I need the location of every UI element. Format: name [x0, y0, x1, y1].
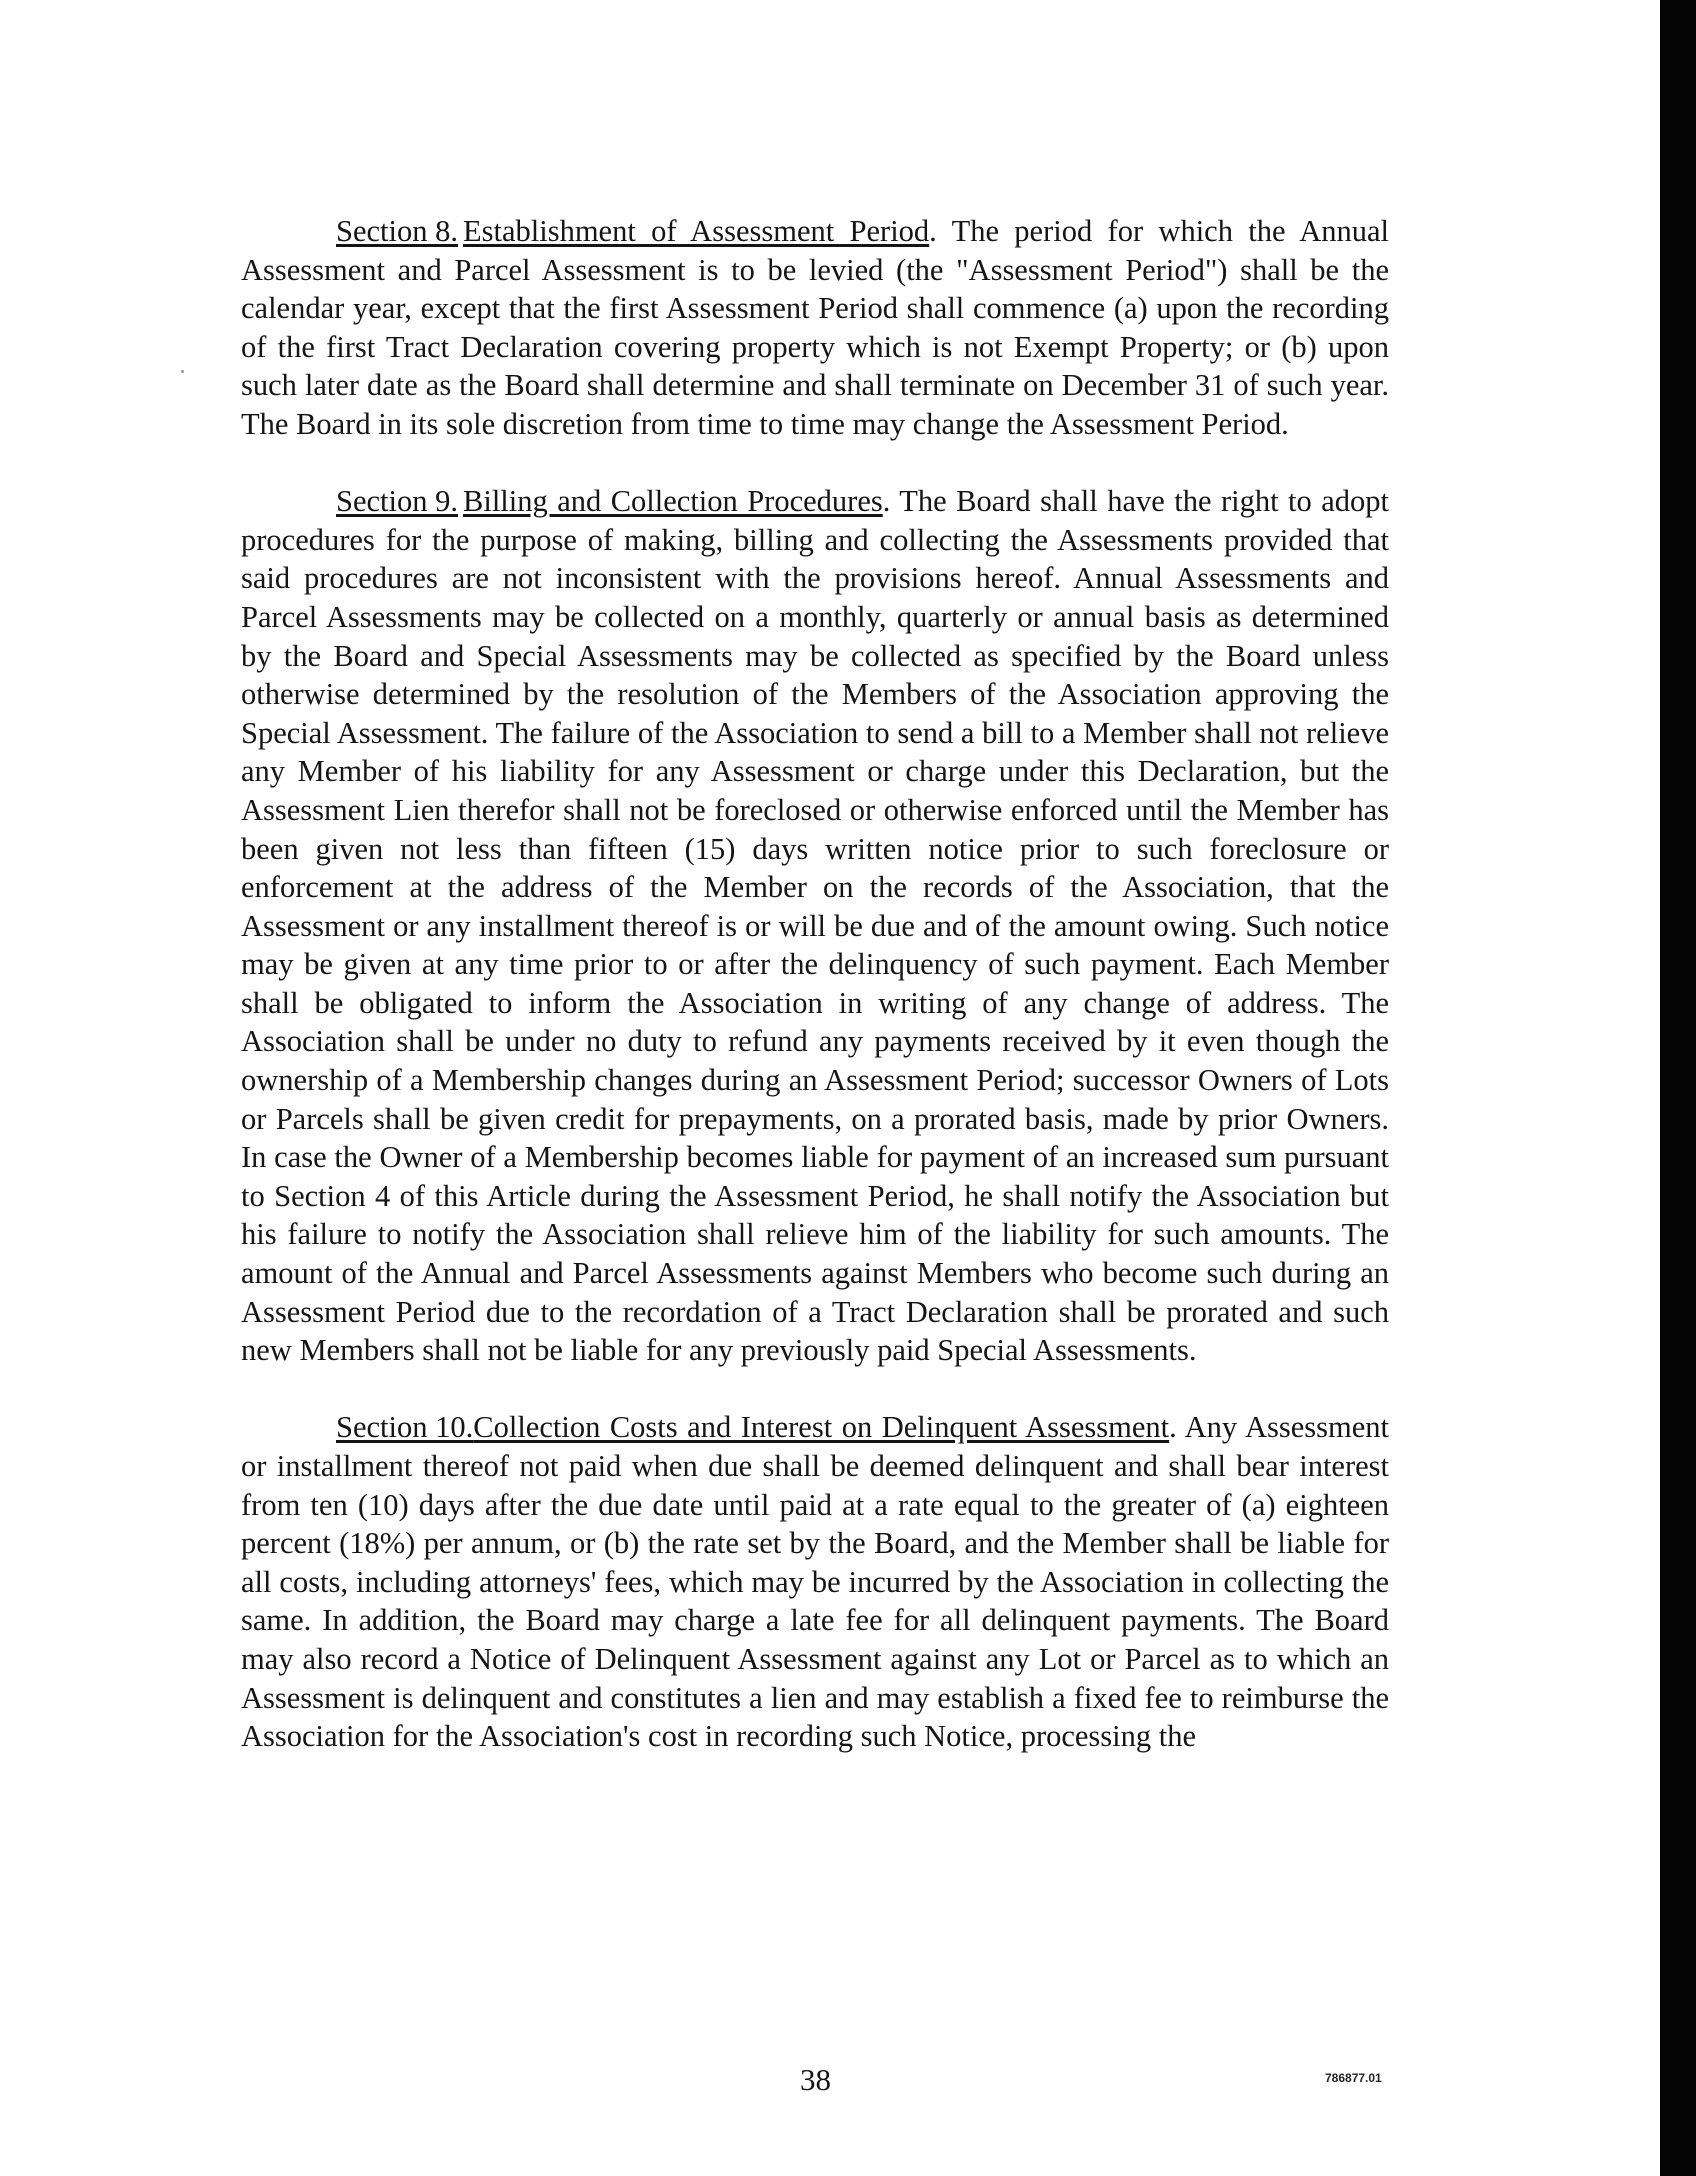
scan-artifact-dot	[181, 370, 184, 373]
scan-edge-black-border	[1660, 0, 1696, 2176]
section-8-paragraph	[241, 212, 1389, 444]
section-9-body: . The Board shall have the right to adopt procedures for the purpose of making, billing and collecting the Assessments provided that said procedures are not inconsistent with the provisions hereof. Annual Assessments and Parcel Assessments may be collected on a monthly, quarterly or annual basis as determined by the Board and Special Assessments may be collected as specified by the Board unless otherwise determined by the resolution of the Members of the Association approving the Special Assessment. The failure of the Association to send a bill to a Member shall not relieve any Member of his liability for any Assessment or charge under this Declaration, but the Assessment Lien therefor shall not be foreclosed or otherwise enforced until the Member has been given not less than fifteen (15) days written notice prior to such foreclosure or enforcement at the address of the Member on the records of the Association, that the Assessment or any installment thereof is or will be due and of the amount owing. Such notice may be given at any time prior to or after the delinquency of such payment. Each Member shall be obligated to inform the Association in writing of any change of address. The Association shall be under no duty to refund any payments received by it even though the ownership of a Membership changes during an Assessment Period; successor Owners of Lots or Parcels shall be given credit for prepayments, on a prorated basis, made by prior Owners. In case the Owner of a Membership becomes liable for payment of an increased sum pursuant to Section 4 of this Article during the Assessment Period, he shall notify the Association but his failure to notify the Association shall relieve him of the liability for such amounts. The amount of the Annual and Parcel Assessments against Members who become such during an Assessment Period due to the recordation of a Tract Declaration shall be prorated and such new Members shall not be liable for any previously paid Special Assessments.	[241, 484, 1389, 1368]
section-9-number: Section 9.	[336, 484, 458, 519]
section-10	[241, 1408, 1389, 1755]
section-8-body: . The period for which the Annual Assessment and Parcel Assessment is to be levied (the "Assessment Period") shall be the calendar year, except that the first Assessment Period shall commence (a) upon the recording of the first Tract Declaration covering property which is not Exempt Property; or (b) upon such later date as the Board shall determine and shall terminate on December 31 of such year. The Board in its sole discretion from time to time may change the Assessment Period.	[241, 214, 1389, 441]
section-8	[241, 212, 1389, 444]
section-9-paragraph	[241, 482, 1389, 1370]
section-9-title: Billing and Collection Procedures	[463, 484, 883, 519]
page-number: 38	[800, 2062, 831, 2097]
section-9	[241, 482, 1389, 1370]
section-8-number: Section 8.	[336, 214, 458, 248]
section-8-title: Establishment of Assessment Period	[463, 214, 930, 248]
document-body	[241, 212, 1389, 1794]
section-10-paragraph	[241, 1408, 1389, 1755]
document-id: 786877.01	[1325, 2071, 1382, 2085]
section-10-number: Section 10.	[336, 1410, 474, 1445]
section-10-body: . Any Assessment or installment thereof not paid when due shall be deemed delinquent and shall bear interest from ten (10) days after the due date until paid at a rate equal to the greater of (a) eighteen percent (18%) per annum, or (b) the rate set by the Board, and the Member shall be liable for all costs, including attorneys' fees, which may be incurred by the Association in collecting the same. In addition, the Board may charge a late fee for all delinquent payments. The Board may also record a Notice of Delinquent Assessment against any Lot or Parcel as to which an Assessment is delinquent and constitutes a lien and may establish a fixed fee to reimburse the Association for the Association's cost in recording such Notice, processing the	[241, 1410, 1390, 1754]
section-10-title: Collection Costs and Interest on Delinquent Assessment	[473, 1410, 1170, 1445]
